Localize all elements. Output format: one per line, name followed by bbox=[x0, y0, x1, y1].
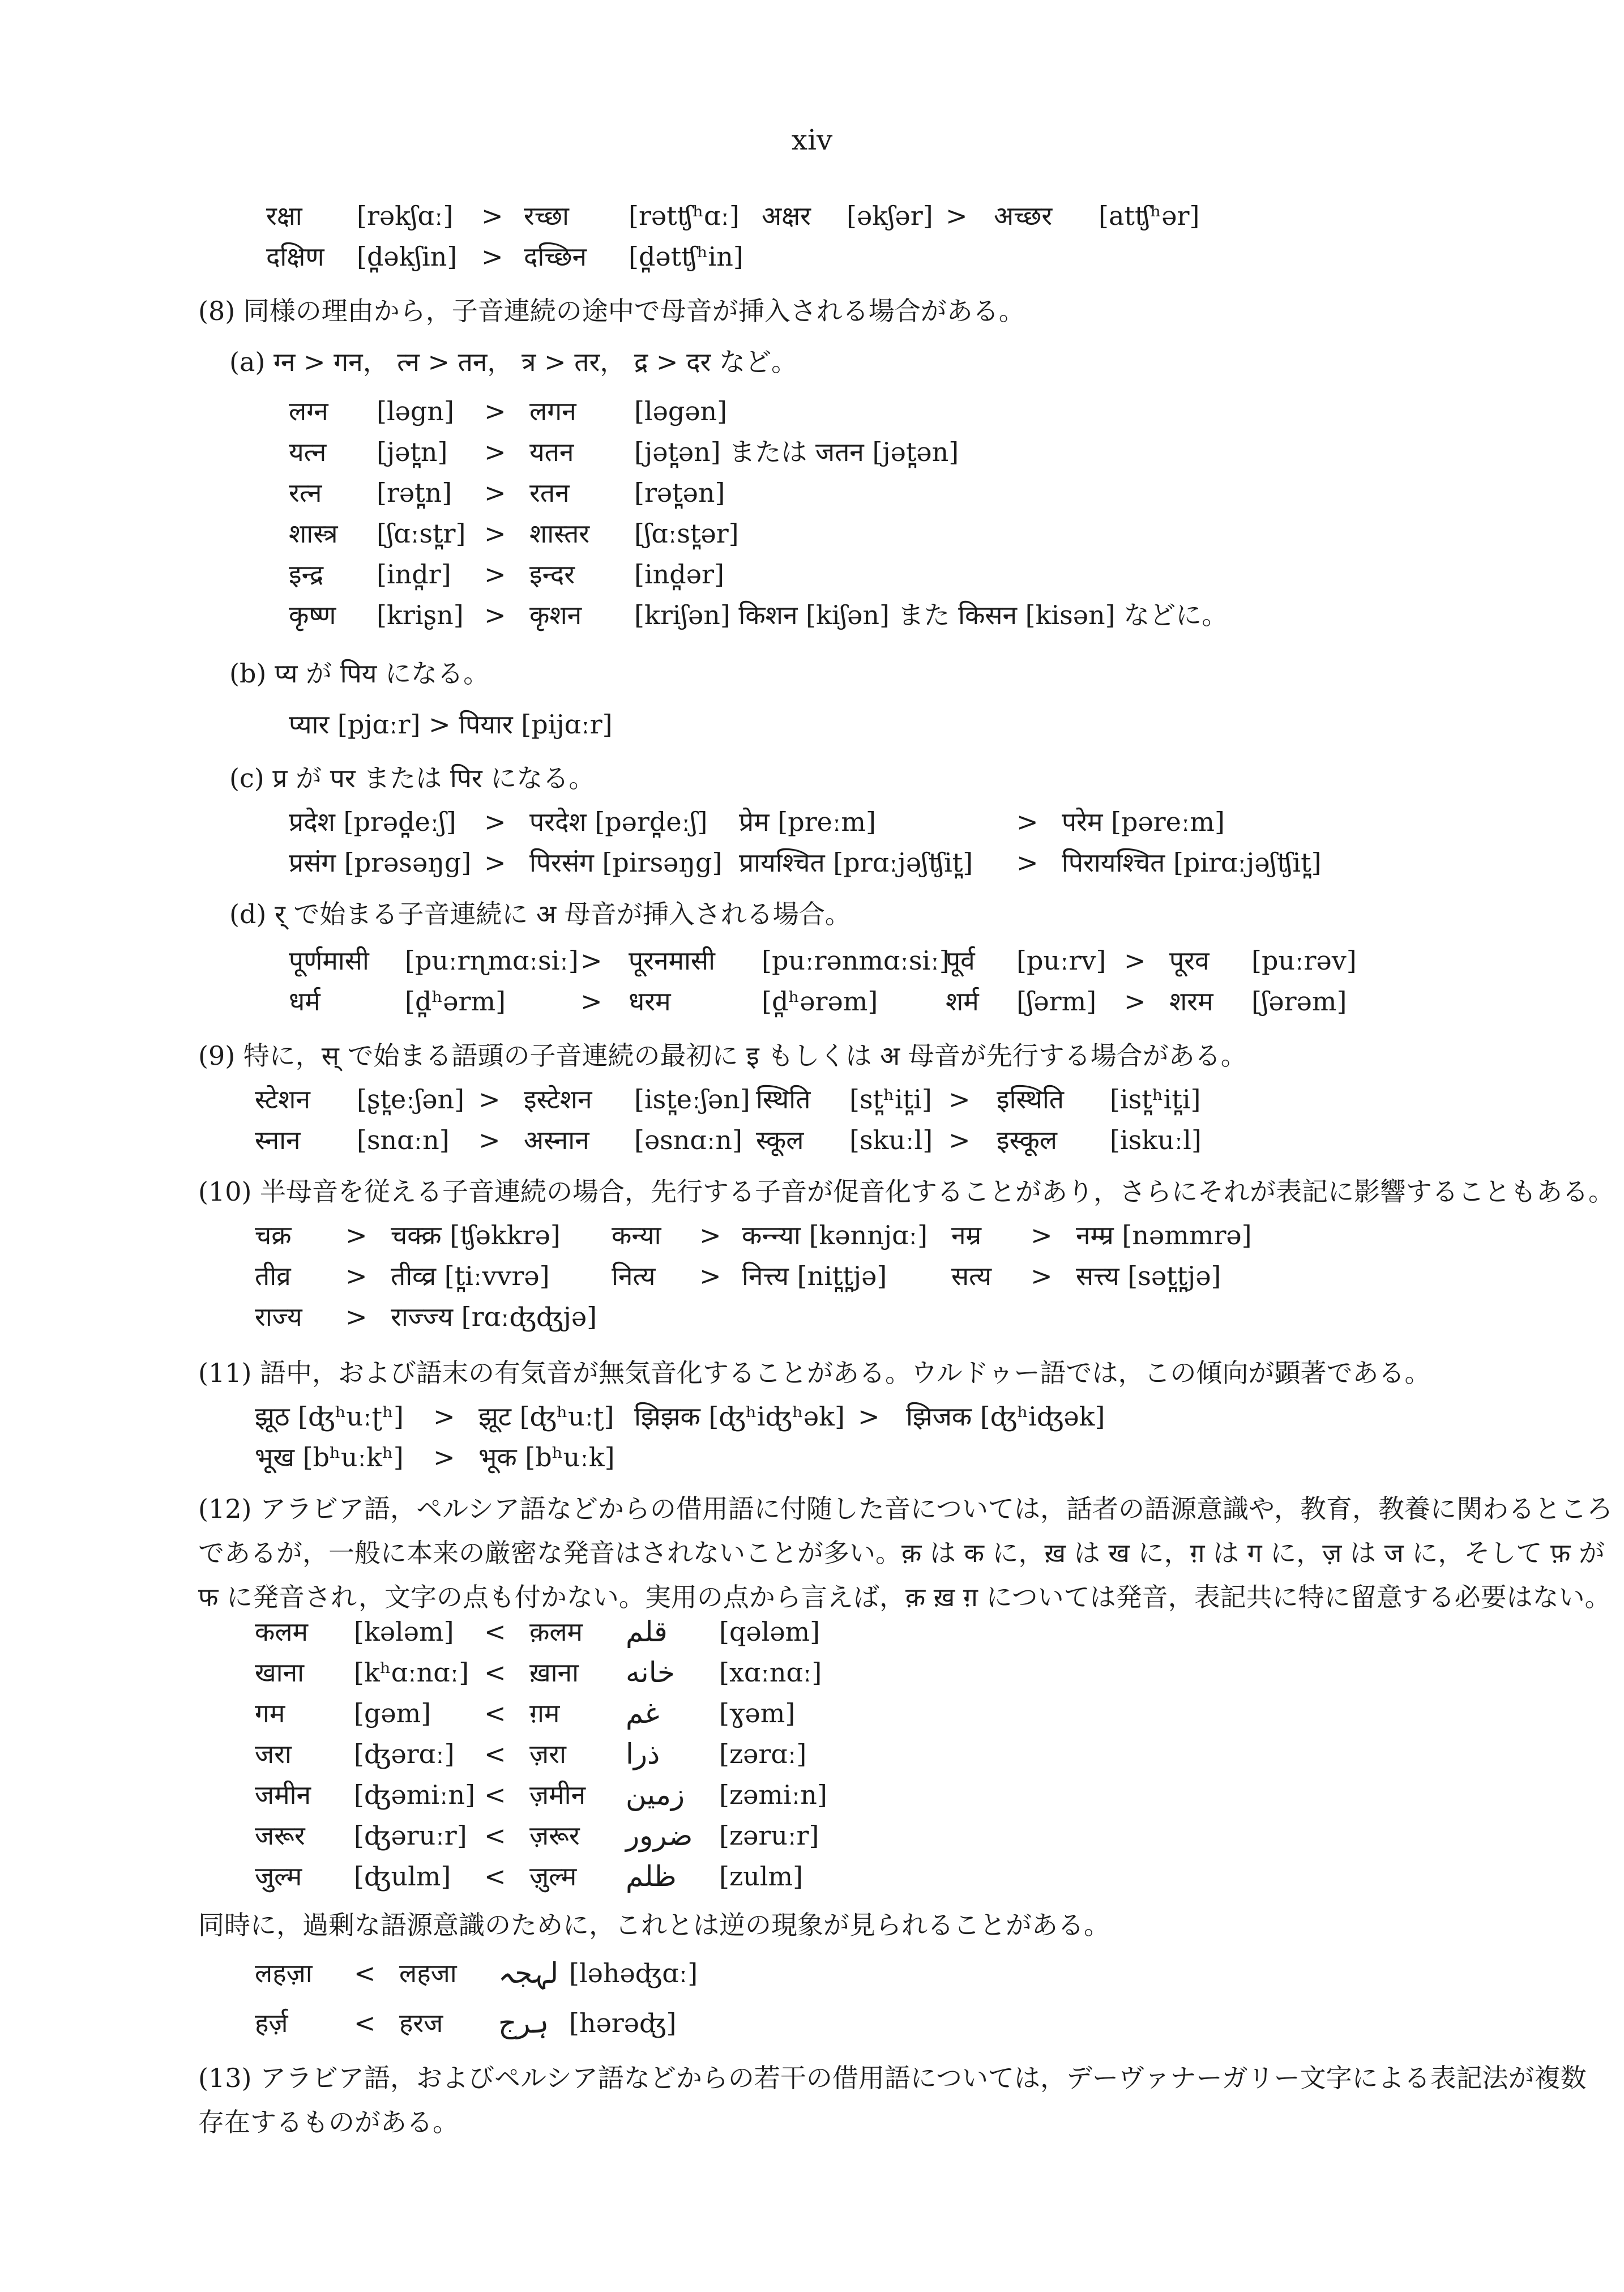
example-word: भूख [bʰuːkʰ] bbox=[255, 1442, 404, 1472]
ipa: [ʃərəm] bbox=[1251, 986, 1347, 1017]
arrow: > bbox=[948, 1084, 971, 1115]
ipa: [ʤəmiːn] bbox=[354, 1779, 476, 1810]
devanagari-word: इस्टेशन bbox=[524, 1084, 592, 1115]
example-row bbox=[0, 940, 1624, 981]
devanagari-word: शरम bbox=[1169, 986, 1213, 1017]
devanagari-word: तीव्र bbox=[255, 1261, 291, 1291]
section-heading-line: 存在するものがある。 bbox=[198, 2107, 459, 2137]
ipa: [d̪ʰərm] bbox=[405, 986, 506, 1017]
section-12 bbox=[0, 1487, 1624, 1619]
ipa: [ʃərm] bbox=[1016, 986, 1097, 1017]
example-word: नम्म्र [nəmmrə] bbox=[1076, 1220, 1252, 1250]
example-row bbox=[0, 1437, 1624, 1478]
arabic-word: ذرا bbox=[626, 1738, 660, 1770]
arrow: > bbox=[1031, 1220, 1053, 1250]
ipa: [ləgən] bbox=[634, 396, 728, 426]
devanagari-word: लग्न bbox=[289, 396, 328, 426]
ipa: [d̪ʰərəm] bbox=[762, 986, 878, 1017]
ipa: [jət̪ən] または जतन [jət̪ən] bbox=[634, 437, 959, 467]
devanagari-word: कृष्ण bbox=[289, 600, 336, 630]
arrow: < bbox=[354, 1958, 376, 1988]
arrow: < bbox=[484, 1779, 506, 1810]
devanagari-word: लहजा bbox=[399, 1958, 457, 1988]
section-heading-line: (13) アラビア語，およびペルシア語などからの若干の借用語については，デーヴァナーガリー文字による表記法が複数 bbox=[198, 2063, 1587, 2093]
example-row bbox=[0, 1856, 1624, 1897]
example-row bbox=[0, 1998, 1624, 2048]
devanagari-word: दच्छिन bbox=[524, 241, 587, 272]
devanagari-word: गम bbox=[255, 1698, 285, 1728]
ipa: [d̪ətʧʰin] bbox=[629, 241, 743, 272]
example-row bbox=[0, 513, 1624, 554]
devanagari-word: कृशन bbox=[529, 600, 582, 630]
arrow: > bbox=[484, 600, 506, 630]
arrow: < bbox=[484, 1616, 506, 1647]
example-row bbox=[0, 1256, 1624, 1296]
ipa: [puːrv] bbox=[1016, 945, 1106, 976]
ipa: [snɑːn] bbox=[357, 1125, 450, 1155]
example-word: कन्न्या [kənnjɑː] bbox=[742, 1220, 928, 1250]
devanagari-word: स्टेशन bbox=[255, 1084, 310, 1115]
example-row bbox=[0, 554, 1624, 595]
section-heading-line: であるが，一般に本来の厳密な発音はされないことが多い。क़ は क に，ख़ は ख に，ग़ は ग に，ज़ は ज に，そして फ़ が bbox=[198, 1538, 1605, 1568]
devanagari-word: शास्तर bbox=[529, 518, 590, 549]
ipa: [kriʂn] bbox=[377, 600, 464, 630]
section-8c bbox=[0, 756, 1624, 800]
section-11 bbox=[0, 1351, 1624, 1395]
ipa: [ʃɑːst̪ər] bbox=[634, 518, 739, 549]
arrow: > bbox=[484, 396, 506, 426]
ipa: [ləgn] bbox=[377, 396, 454, 426]
devanagari-word: नम्र bbox=[951, 1220, 982, 1250]
ipa: [ləhəʤɑː] bbox=[569, 1958, 698, 1988]
section-13 bbox=[0, 2056, 1624, 2144]
example-word: झूठ [ʤʰuːʈʰ] bbox=[255, 1401, 404, 1432]
arrow: > bbox=[580, 986, 602, 1017]
arrow: > bbox=[484, 477, 506, 508]
arrow: > bbox=[1016, 806, 1038, 837]
arrow: > bbox=[433, 1401, 455, 1432]
arrow: > bbox=[1124, 986, 1146, 1017]
example-row bbox=[0, 1948, 1624, 1998]
arrow: > bbox=[1016, 847, 1038, 878]
arrow: > bbox=[699, 1220, 721, 1250]
devanagari-word: लहज़ा bbox=[255, 1958, 313, 1988]
devanagari-word: नित्य bbox=[612, 1261, 656, 1291]
devanagari-word: स्नान bbox=[255, 1125, 301, 1155]
devanagari-word: इस्थिति bbox=[997, 1084, 1065, 1115]
ipa: [iskuːl] bbox=[1110, 1125, 1202, 1155]
section-8a bbox=[0, 340, 1624, 384]
arrow: > bbox=[484, 847, 506, 878]
ipa: [d̪əkʃin] bbox=[357, 241, 458, 272]
ipa: [rəkʃɑː] bbox=[357, 200, 454, 231]
note-text: 同時に，過剰な語源意識のために，これとは逆の現象が見られることがある。 bbox=[198, 1910, 1110, 1940]
devanagari-word: पूरव bbox=[1169, 945, 1210, 976]
arrow: < bbox=[354, 2008, 376, 2038]
example-row bbox=[0, 1611, 1624, 1652]
example-line: प्यार [pjɑːr] > पियार [pijɑːr] bbox=[289, 709, 613, 740]
section-9-examples bbox=[0, 1079, 1624, 1160]
devanagari-word: अक्षर bbox=[762, 200, 811, 231]
section-8a-examples bbox=[0, 391, 1624, 635]
ipa: [ʃɑːst̪r] bbox=[377, 518, 466, 549]
ipa: [ind̪ər] bbox=[634, 559, 724, 590]
example-word: राज्ज्य [rɑːʤʤjə] bbox=[391, 1301, 597, 1332]
devanagari-word: यतन bbox=[529, 437, 574, 467]
devanagari-word: चक्र bbox=[255, 1220, 292, 1250]
devanagari-word: जरूर bbox=[255, 1820, 305, 1851]
devanagari-word: सत्य bbox=[951, 1261, 992, 1291]
arrow: > bbox=[699, 1261, 721, 1291]
devanagari-word: कन्या bbox=[612, 1220, 661, 1250]
devanagari-word: रक्षा bbox=[266, 200, 302, 231]
section-10 bbox=[0, 1170, 1624, 1214]
example-word: झिजक [ʤʰiʤək] bbox=[906, 1401, 1105, 1432]
section-heading: (11) 語中，および語末の有気音が無気音化することがある。ウルドゥー語では，この傾向が顕著である。 bbox=[198, 1358, 1431, 1388]
devanagari-word: इन्द्र bbox=[289, 559, 324, 590]
devanagari-word: अस्नान bbox=[524, 1125, 589, 1155]
devanagari-word: यत्न bbox=[289, 437, 327, 467]
devanagari-word: राज्य bbox=[255, 1301, 302, 1332]
ipa: [jət̪n] bbox=[377, 437, 448, 467]
devanagari-word: पूर्णमासी bbox=[289, 945, 369, 976]
section-heading: (10) 半母音を従える子音連続の場合，先行する子音が促音化することがあり，さらにそれが表記に影響することもある。 bbox=[198, 1176, 1615, 1207]
arabic-word: ظلم bbox=[626, 1860, 677, 1893]
example-word: पिरायश्चित [pirɑːjəʃʧit̪] bbox=[1062, 847, 1322, 878]
section-12-note bbox=[0, 1903, 1624, 1947]
example-word: प्रायश्चित [prɑːjəʃʧit̪] bbox=[739, 847, 973, 878]
example-word: प्रसंग [prəsəŋg] bbox=[289, 847, 472, 878]
example-word: प्रेम [preːm] bbox=[739, 806, 876, 837]
devanagari-word: क़लम bbox=[529, 1616, 583, 1647]
subsection-heading: (d) र् で始まる子音連続に अ 母音が挿入される場合。 bbox=[229, 899, 851, 929]
arrow: > bbox=[948, 1125, 971, 1155]
devanagari-word: स्थिति bbox=[756, 1084, 811, 1115]
ipa: [kələm] bbox=[354, 1616, 454, 1647]
example-word: पिरसंग [pirsəŋg] bbox=[529, 847, 723, 878]
section-12-reverse-examples bbox=[0, 1948, 1624, 2048]
example-word: परेम [pəreːm] bbox=[1062, 806, 1225, 837]
arrow: < bbox=[484, 1739, 506, 1769]
devanagari-word: अच्छर bbox=[994, 200, 1053, 231]
arrow: > bbox=[484, 559, 506, 590]
example-row bbox=[0, 1734, 1624, 1774]
section-10-examples bbox=[0, 1215, 1624, 1337]
arabic-word: خانه bbox=[626, 1656, 675, 1689]
example-row bbox=[0, 1693, 1624, 1734]
example-word: तीव्व्र [t̪iːvvrə] bbox=[391, 1261, 550, 1291]
ipa: [kriʃən] किशन [kiʃən] また किसन [kisən] などに。 bbox=[634, 600, 1228, 630]
section-heading-line: (12) アラビア語，ペルシア語などからの借用語に付随した音については，話者の語源意識や，教育，教養に関わるところ bbox=[198, 1493, 1613, 1524]
ipa: [ʤulm] bbox=[354, 1861, 451, 1892]
example-row bbox=[0, 981, 1624, 1022]
arabic-word: ضرور bbox=[626, 1819, 693, 1852]
example-row bbox=[0, 842, 1624, 883]
devanagari-word: खाना bbox=[255, 1657, 304, 1688]
ipa: [ʂt̪eːʃən] bbox=[357, 1084, 465, 1115]
example-row bbox=[0, 1079, 1624, 1120]
ipa: [ist̪ʰit̪i] bbox=[1110, 1084, 1201, 1115]
section-8d bbox=[0, 892, 1624, 936]
arrow: > bbox=[1031, 1261, 1053, 1291]
section-12-examples bbox=[0, 1611, 1624, 1897]
devanagari-word: हरज bbox=[399, 2008, 443, 2038]
section-11-examples bbox=[0, 1396, 1624, 1478]
ipa: [xɑːnɑː] bbox=[719, 1657, 822, 1688]
devanagari-word: इस्कूल bbox=[997, 1125, 1057, 1155]
example-word: झूट [ʤʰuːʈ] bbox=[478, 1401, 614, 1432]
devanagari-word: इन्दर bbox=[529, 559, 575, 590]
example-row bbox=[0, 801, 1624, 842]
ipa: [skuːl] bbox=[849, 1125, 933, 1155]
section-8c-examples bbox=[0, 801, 1624, 883]
ipa: [rət̪ən] bbox=[634, 477, 725, 508]
ipa: [puːrəv] bbox=[1251, 945, 1357, 976]
devanagari-word: ख़ाना bbox=[529, 1657, 579, 1688]
devanagari-word: ज़ुल्म bbox=[529, 1861, 577, 1892]
devanagari-word: ज़रूर bbox=[529, 1820, 580, 1851]
devanagari-word: शास्त्र bbox=[289, 518, 338, 549]
subsection-heading: (a) ग्न > गन， त्न > तन， त्र > तर， द्र > दर など。 bbox=[229, 347, 797, 377]
arabic-word: غم bbox=[626, 1697, 660, 1730]
ipa: [rət̪n] bbox=[377, 477, 452, 508]
example-row bbox=[0, 432, 1624, 472]
ipa: [zulm] bbox=[719, 1861, 804, 1892]
devanagari-word: कलम bbox=[255, 1616, 309, 1647]
ipa: [ɣəm] bbox=[719, 1698, 796, 1728]
arabic-word: قلم bbox=[626, 1615, 668, 1648]
example-row bbox=[0, 236, 1624, 277]
devanagari-word: पूर्व bbox=[946, 945, 975, 976]
ipa: [st̪ʰit̪i] bbox=[849, 1084, 932, 1115]
section-heading-line: फ に発音され，文字の点も付かない。実用の点から言えば，क़ ख़ ग़ については発音，表記共に特に留意する必要はない。 bbox=[198, 1582, 1611, 1612]
example-row bbox=[0, 1215, 1624, 1256]
arrow: < bbox=[484, 1820, 506, 1851]
arrow: > bbox=[484, 437, 506, 467]
devanagari-word: धर्म bbox=[289, 986, 320, 1017]
devanagari-word: रत्न bbox=[289, 477, 322, 508]
section-heading: (9) 特に，स् で始まる語頭の子音連続の最初に इ もしくは अ 母音が先行する場合がある。 bbox=[198, 1040, 1247, 1071]
ipa: [ind̪r] bbox=[377, 559, 451, 590]
arrow: > bbox=[345, 1261, 367, 1291]
devanagari-word: जमीन bbox=[255, 1779, 311, 1810]
example-word: नित्त्य [nit̪t̪jə] bbox=[742, 1261, 887, 1291]
section-8b bbox=[0, 651, 1624, 746]
devanagari-word: ग़म bbox=[529, 1698, 560, 1728]
devanagari-word: लगन bbox=[529, 396, 576, 426]
devanagari-word: जुल्म bbox=[255, 1861, 302, 1892]
example-word: परदेश [pərd̪eːʃ] bbox=[529, 806, 708, 837]
arrow: > bbox=[433, 1442, 455, 1472]
arrow: < bbox=[484, 1698, 506, 1728]
ipa: [ist̪eːʃən] bbox=[634, 1084, 750, 1115]
ipa: [puːrɳmɑːsiː] bbox=[405, 945, 579, 976]
arrow: < bbox=[484, 1861, 506, 1892]
section-8 bbox=[0, 289, 1624, 333]
example-row bbox=[0, 1652, 1624, 1693]
ipa: [gəm] bbox=[354, 1698, 431, 1728]
arrow: > bbox=[484, 806, 506, 837]
arrow: > bbox=[345, 1220, 367, 1250]
page-number: xiv bbox=[791, 123, 833, 156]
example-row bbox=[0, 472, 1624, 513]
ipa: [zərɑː] bbox=[719, 1739, 807, 1769]
arrow: > bbox=[478, 1125, 501, 1155]
example-row bbox=[0, 195, 1624, 236]
example-row bbox=[0, 1296, 1624, 1337]
ipa: [zəruːr] bbox=[719, 1820, 819, 1851]
example-word: चक्क्र [ʧəkkrə] bbox=[391, 1220, 561, 1250]
devanagari-word: धरम bbox=[629, 986, 671, 1017]
section-heading: (8) 同様の理由から，子音連続の途中で母音が挿入される場合がある。 bbox=[198, 296, 1025, 326]
example-word: भूक [bʰuːk] bbox=[478, 1442, 615, 1472]
example-word: सत्त्य [sət̪t̪jə] bbox=[1076, 1261, 1221, 1291]
section-7-continuation bbox=[0, 195, 1624, 277]
ipa: [rətʧʰɑː] bbox=[629, 200, 740, 231]
ipa: [zəmiːn] bbox=[719, 1779, 827, 1810]
ipa: [atʧʰər] bbox=[1099, 200, 1200, 231]
ipa: [ʤərɑː] bbox=[354, 1739, 455, 1769]
example-row bbox=[0, 595, 1624, 635]
devanagari-word: रतन bbox=[529, 477, 570, 508]
section-9 bbox=[0, 1034, 1624, 1078]
example-row bbox=[0, 1396, 1624, 1437]
ipa: [kʰɑːnɑː] bbox=[354, 1657, 469, 1688]
example-word: प्रदेश [prəd̪eːʃ] bbox=[289, 806, 456, 837]
ipa: [qələm] bbox=[719, 1616, 820, 1647]
devanagari-word: शर्म bbox=[946, 986, 979, 1017]
devanagari-word: स्कूल bbox=[756, 1125, 804, 1155]
ipa: [əsnɑːn] bbox=[634, 1125, 742, 1155]
arrow: > bbox=[484, 518, 506, 549]
subsection-heading: (b) प्य が पिय になる。 bbox=[229, 658, 490, 689]
devanagari-word: ज़मीन bbox=[529, 1779, 586, 1810]
devanagari-word: दक्षिण bbox=[266, 241, 324, 272]
arrow: > bbox=[858, 1401, 880, 1432]
ipa: [əkʃər] bbox=[847, 200, 933, 231]
arabic-word: ہرج bbox=[498, 2007, 549, 2039]
example-row bbox=[0, 1815, 1624, 1856]
example-word: झिझक [ʤʰiʤʰək] bbox=[634, 1401, 845, 1432]
example-row bbox=[0, 1120, 1624, 1160]
devanagari-word: हर्ज़ bbox=[255, 2008, 288, 2038]
arrow: < bbox=[484, 1657, 506, 1688]
arrow: > bbox=[481, 200, 503, 231]
ipa: [ʤəruːr] bbox=[354, 1820, 467, 1851]
arrow: > bbox=[345, 1301, 367, 1332]
arrow: > bbox=[580, 945, 602, 976]
devanagari-word: रच्छा bbox=[524, 200, 569, 231]
arrow: > bbox=[1124, 945, 1146, 976]
arabic-word: زمین bbox=[626, 1778, 685, 1811]
section-8d-examples bbox=[0, 940, 1624, 1022]
devanagari-word: जरा bbox=[255, 1739, 292, 1769]
devanagari-word: ज़रा bbox=[529, 1739, 566, 1769]
subsection-heading: (c) प्र が पर または पिर になる。 bbox=[229, 763, 595, 793]
ipa: [puːrənmɑːsiː] bbox=[762, 945, 950, 976]
devanagari-word: पूरनमासी bbox=[629, 945, 715, 976]
arabic-word: لہجہ bbox=[498, 1957, 559, 1990]
ipa: [hərəʤ] bbox=[569, 2008, 677, 2038]
example-row bbox=[0, 391, 1624, 432]
arrow: > bbox=[478, 1084, 501, 1115]
arrow: > bbox=[481, 241, 503, 272]
example-row bbox=[0, 1774, 1624, 1815]
arrow: > bbox=[946, 200, 968, 231]
